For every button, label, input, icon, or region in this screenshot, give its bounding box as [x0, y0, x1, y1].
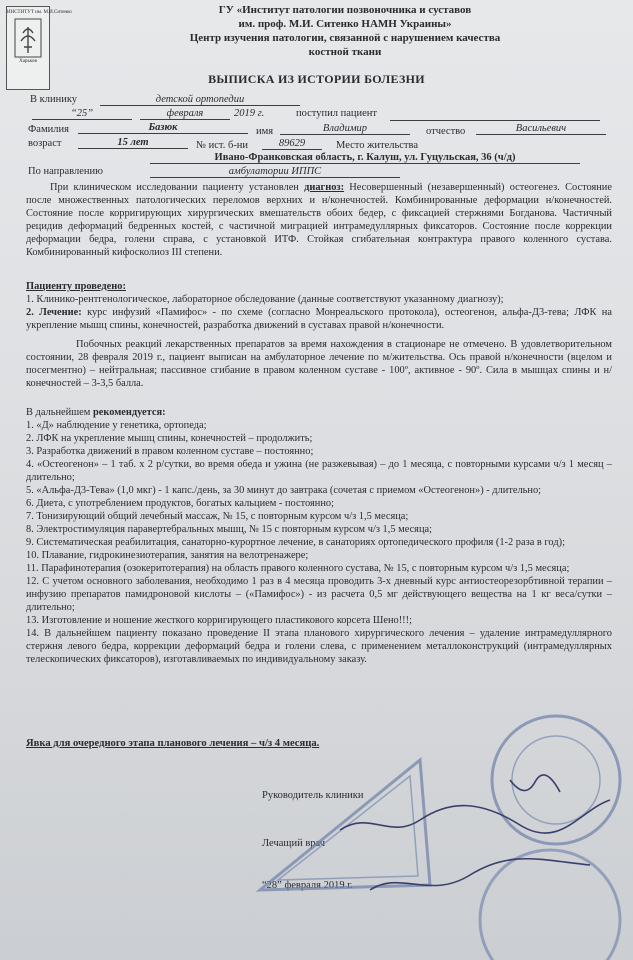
- history-label: № ист. б-ни: [196, 140, 249, 151]
- recommendations-heading-prefix: В дальнейшем: [26, 407, 91, 418]
- head-of-clinic-label: Руководитель клиники: [262, 790, 364, 801]
- logo-emblem-icon: [13, 17, 43, 59]
- patronymic-value: Васильевич: [476, 123, 606, 135]
- surname-value: Базюк: [78, 122, 248, 134]
- attending-doctor-label: Лечащий врач: [262, 838, 326, 849]
- recommendation-item: 5. «Альфа-Д3-Тева» (1,0 мкг) - 1 капс./день, за 30 минут до завтрака (сочетая с приемом «Остеогенон») - длительно;: [26, 485, 542, 496]
- age-value: 15 лет: [78, 137, 188, 149]
- treatment-item-1: 1. Клинико-рентгенологическое, лабораторное обследование (данные соответствуют указанному диагнозу);: [26, 294, 504, 305]
- name-value: Владимир: [280, 123, 410, 135]
- header-line-2: им. проф. М.И. Ситенко НАМН Украины»: [238, 18, 452, 30]
- treatment-item-2-text: курс инфузий «Памифос» - по схеме (согласно Монреальского протокола), остеогенон, альфа-Д3-тева; ЛФК на укрепление мышц спины, конечностей, разработка движений в суставах правой н/конечности.: [26, 307, 612, 331]
- signature-date: “28” февраля 2019 г.: [262, 880, 353, 891]
- diagnosis-label: диагноз:: [304, 182, 345, 193]
- history-value: 89629: [262, 138, 322, 150]
- admission-month: февраля: [140, 108, 230, 120]
- followup-note: Явка для очередного этапа планового лечения – ч/з 4 месяца.: [26, 738, 320, 749]
- diagnosis-intro: При клиническом исследовании пациенту установлен: [50, 182, 299, 193]
- recommendation-item: 3. Разработка движений в правом коленном суставе – постоянно;: [26, 446, 314, 457]
- recommendations-heading-bold: рекомендуется:: [92, 407, 166, 418]
- diagnosis-text: Несовершенный (незавершенный) остеогенез. Состояние после множественных патологических переломов верхних и н/конечностей. Комбинированные деформации н/конечностей. Состояние после корригирующих хирургических вмешательств обоих бедер, с фиксацией стержнями Богданова. Частичный рецидив деформаций бедренных костей, с частичной миграцией интрамедуллярных фиксаторов. Состояние после коррекции деформации бедра, голени справа, с установкой ИТФ. Стойкая сгибательная контрактура правого коленного сустава. Комбинированный кифосколиоз III степени.: [26, 182, 612, 258]
- residence-label: Место жительства: [336, 140, 418, 151]
- header-line-3: Центр изучения патологии, связанной с нарушением качества: [189, 32, 501, 44]
- recommendation-item: 6. Диета, с употреблением продуктов, богатых кальцием - постоянно;: [26, 498, 334, 509]
- treatment-section: [26, 280, 612, 390]
- recommendation-item: 1. «Д» наблюдение у генетика, ортопеда;: [26, 420, 207, 431]
- recommendation-item: 14. В дальнейшем пациенту показано проведение II этапа планового хирургического лечения – удаление интрамедуллярного стержня левого бедра, коррекции деформаций бедра и голени слева, с применением металлоконструкций (интрамедуллярных телескопических фиксаторов), изготавливаемых по индивидуальному заказу.: [26, 628, 612, 665]
- clinic-value: детской ортопедии: [100, 94, 300, 106]
- recommendation-item: 9. Систематическая реабилитация, санаторно-курортное лечение, в санаториях ортопедического профиля (1-2 раза в год);: [26, 537, 565, 548]
- recommendations-section: [26, 406, 612, 666]
- logo-text: ИНСТИТУТ им. М.И.Ситенко: [7, 10, 72, 15]
- document-title: ВЫПИСКА ИЗ ИСТОРИИ БОЛЕЗНИ: [208, 72, 425, 86]
- header-line-1: ГУ «Институт патологии позвоночника и суставов: [218, 4, 472, 16]
- admission-day: “25”: [32, 108, 132, 120]
- address-value: Ивано-Франковская область, г. Калуш, ул. Гуцульская, 36 (ч/д): [150, 152, 580, 164]
- treatment-item-2: [26, 306, 612, 332]
- recommendation-item: 2. ЛФК на укрепление мышц спины, конечностей – продолжить;: [26, 433, 313, 444]
- admitted-label: поступил пациент: [296, 108, 377, 119]
- recommendation-item: 12. С учетом основного заболевания, необходимо 1 раз в 4 месяца проводить 3-х дневный курс антиостеорезорбтивной терапии – инфузию препаратов памидроновой кислоты – («Памифос») - из расчета 0,5 мг действующего вещества на 1 кг веса/сутки – длительно;: [26, 576, 612, 613]
- header-line-4: костной ткани: [308, 46, 382, 58]
- recommendation-item: 7. Тонизирующий общий лечебный массаж, № 15, с повторным курсом ч/з 1,5 месяца;: [26, 511, 409, 522]
- treatment-heading: Пациенту проведено:: [26, 281, 126, 292]
- handwritten-signature-icon: [330, 770, 620, 910]
- name-label: имя: [256, 126, 274, 137]
- treatment-item-2-label: 2. Лечение:: [26, 307, 82, 318]
- referral-value: амбулатории ИППС: [150, 166, 400, 178]
- recommendation-item: 4. «Остеогенон» – 1 таб. х 2 р/сутки, во время обеда и ужина (не разжевывая) – до 1 месяца, с повторными курсами ч/з 1 месяц – длительно;: [26, 459, 612, 483]
- admitted-line: [390, 120, 600, 121]
- admission-year: 2019 г.: [234, 108, 265, 119]
- recommendation-item: 11. Парафинотерапия (озокеритотерапия) на область правого коленного сустава, № 15, с повторным курсом ч/з 1,5 месяца;: [26, 563, 570, 574]
- patronymic-label: отчество: [426, 126, 466, 137]
- clinic-label: В клинику: [30, 94, 78, 105]
- recommendation-item: 10. Плавание, гидрокинезиотерапия, занятия на велотренажере;: [26, 550, 309, 561]
- treatment-paragraph: Побочных реакций лекарственных препаратов за время нахождения в стационаре не отмечено. В удовлетворительном состоянии, 28 февраля 2019 г., пациент выписан на амбулаторное лечение по м/жительства. Ось правой н/конечности (вцелом и посегментно) – нейтральная; пассивное сгибание в правом коленном суставе - 100º, активное - 90º. Сила в мышцах спины и н/конечностей – 3-3,5 балла.: [26, 339, 612, 389]
- recommendation-item: 8. Электростимуляция паравертебральных мышц, № 15 с повторным курсом ч/з 1,5 месяца;: [26, 524, 433, 535]
- age-label: возраст: [28, 138, 62, 149]
- referral-label: По направлению: [28, 166, 103, 177]
- recommendation-item: 13. Изготовление и ношение жесткого корригирующего пластикового корсета Шено!!!;: [26, 615, 412, 626]
- diagnosis-paragraph: [26, 181, 612, 259]
- logo-city: Харьков: [19, 59, 37, 64]
- surname-label: Фамилия: [28, 124, 69, 135]
- recommendations-heading: [26, 406, 612, 419]
